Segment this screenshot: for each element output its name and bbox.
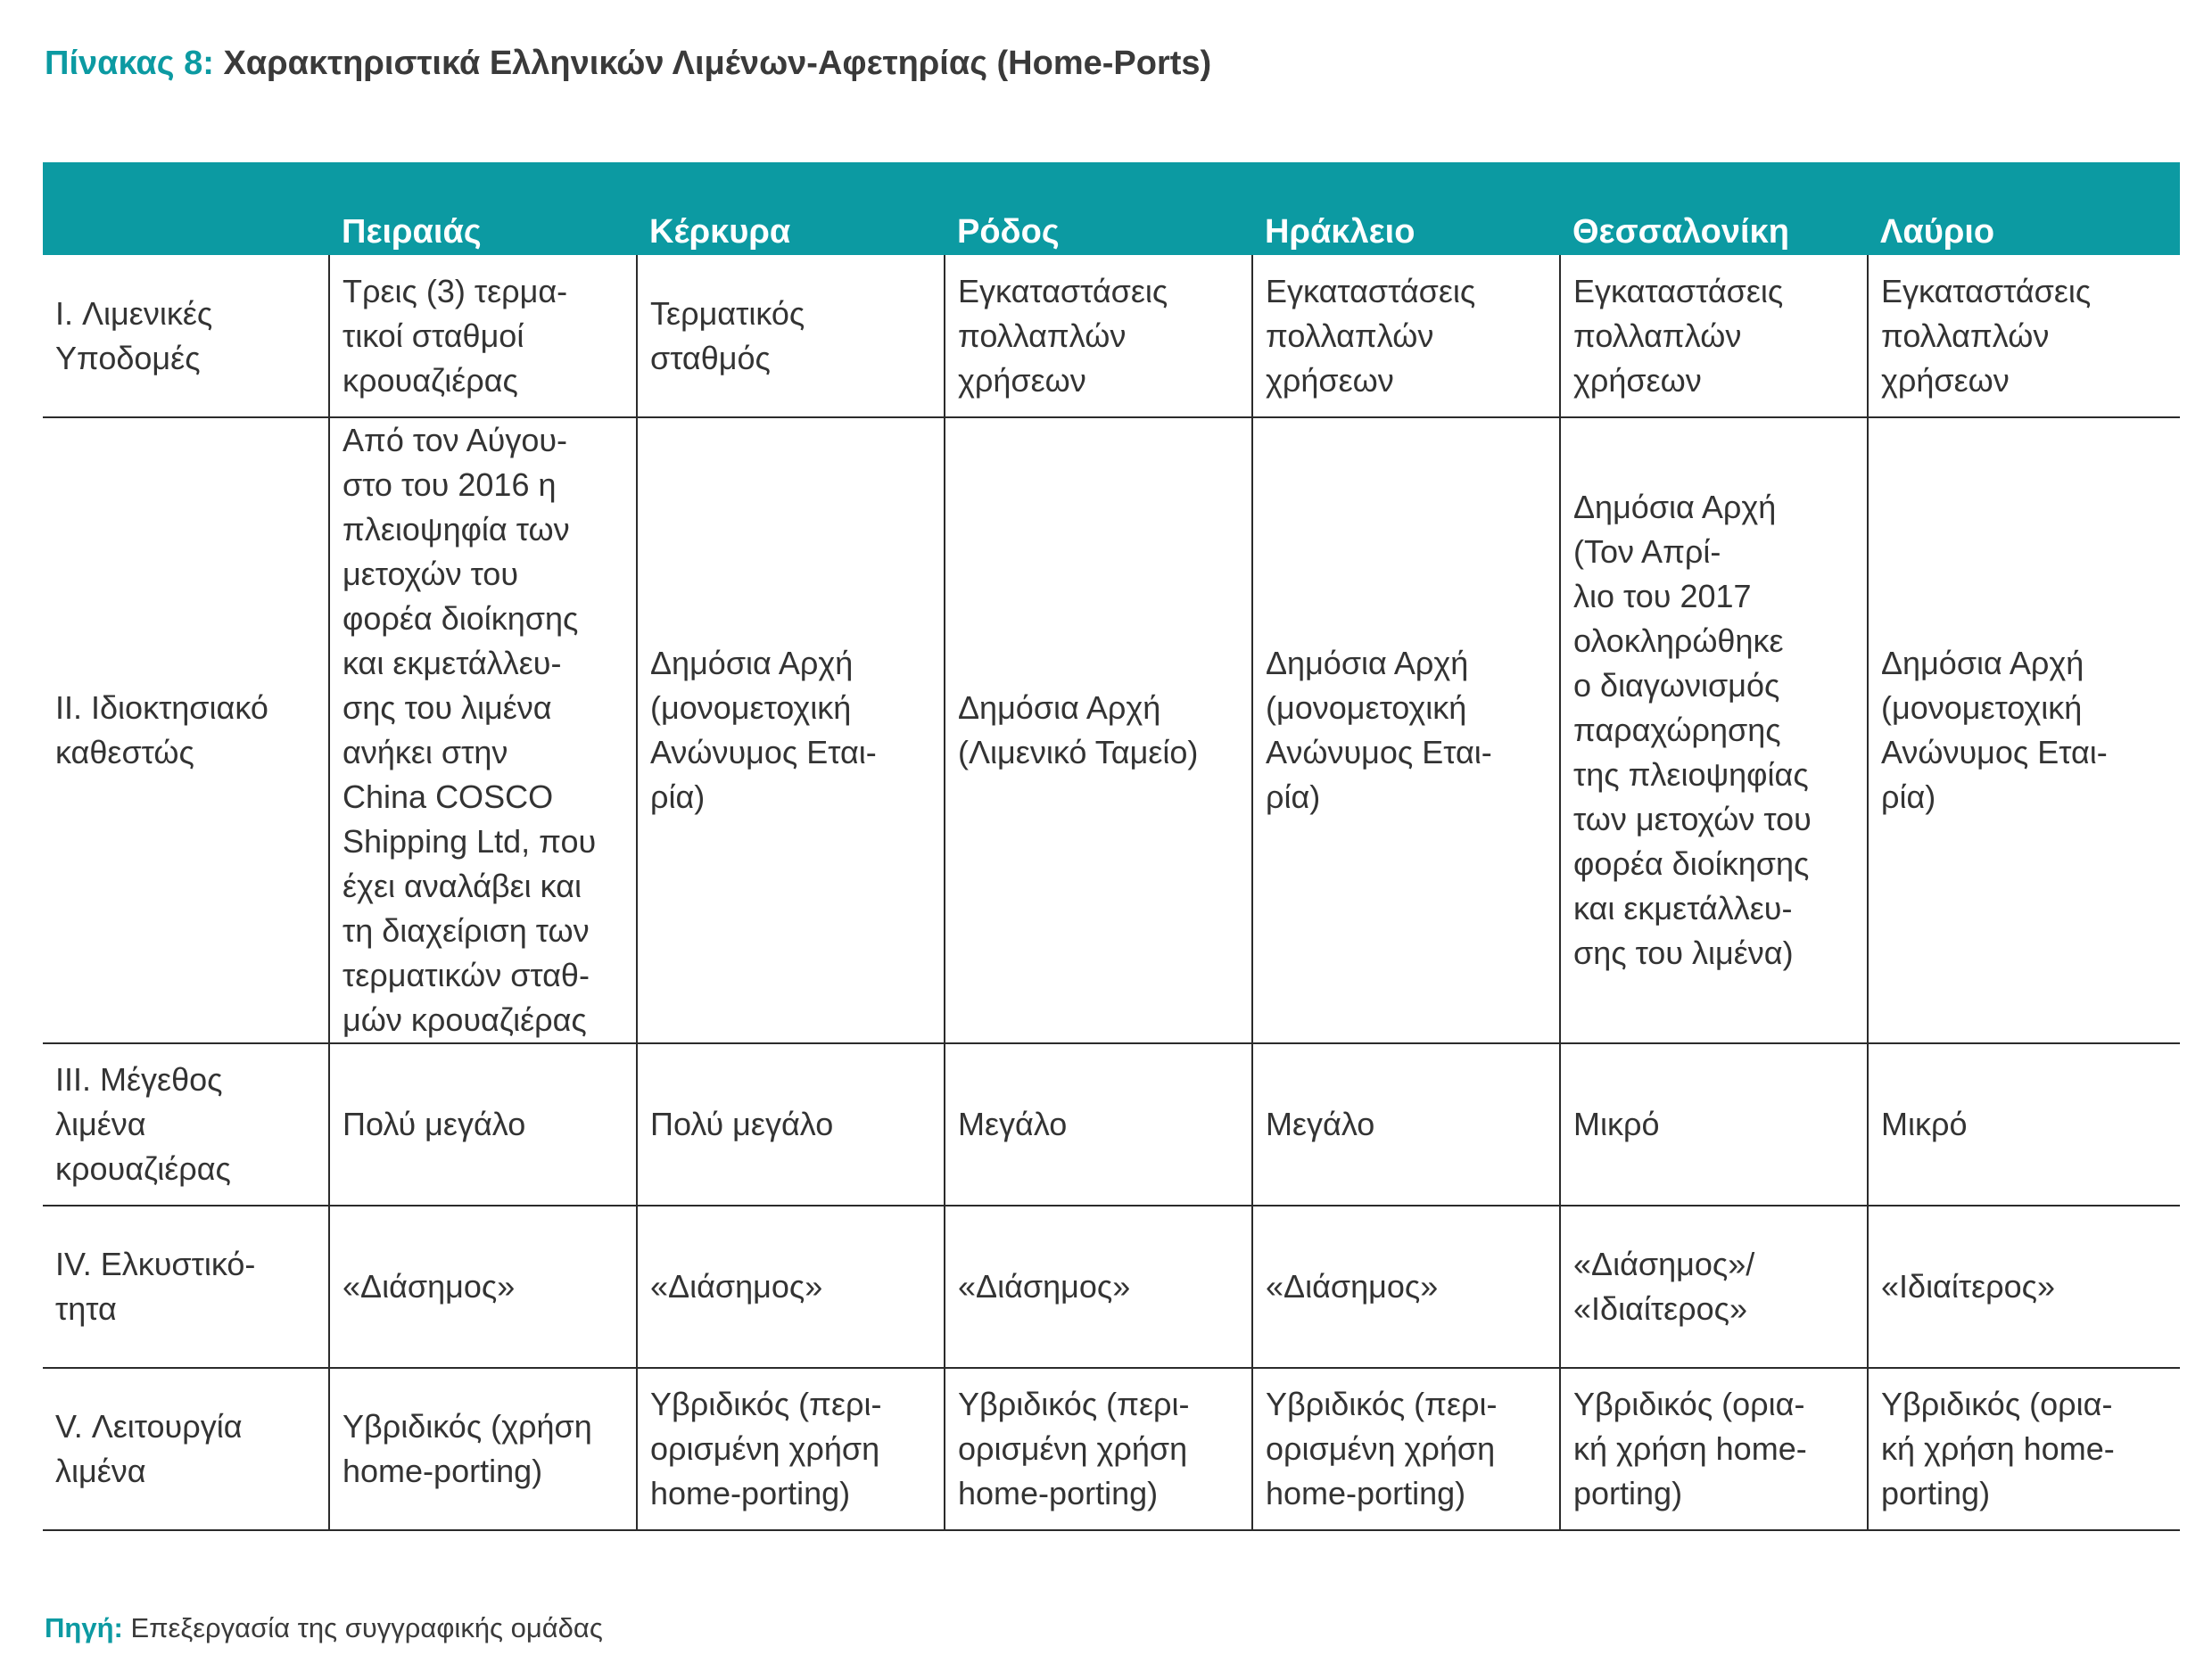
table-cell (1560, 417, 1868, 1043)
table-cell (329, 255, 637, 417)
header-corner (43, 162, 329, 255)
row-label-text: I. Λιμενικές Υποδομές (55, 294, 213, 376)
cell-text: «Διάσημος» (343, 1268, 516, 1305)
table-cell (1868, 255, 2180, 417)
row-label (43, 1368, 329, 1530)
row-label (43, 417, 329, 1043)
table-row (43, 1206, 2180, 1368)
table-cell (637, 1206, 945, 1368)
header-port-irakleio: Ηράκλειο (1252, 162, 1560, 255)
header-port-piraeus: Πειραιάς (329, 162, 637, 255)
table-cell (1252, 1368, 1560, 1530)
cell-text: Υβριδικός (περι- ορισμένη χρήση home-porting) (650, 1386, 882, 1511)
table-cell (1560, 1368, 1868, 1530)
table-cell (1868, 1206, 2180, 1368)
table-cell (1252, 1206, 1560, 1368)
header-row (43, 162, 2180, 255)
table-cell (945, 255, 1252, 417)
table-cell (1252, 1043, 1560, 1206)
cell-text: Τερματικός σταθμός (650, 294, 805, 376)
cell-text: Εγκαταστάσεις πολλαπλών χρήσεων (1881, 272, 2092, 399)
header-port-thessaloniki: Θεσσαλονίκη (1560, 162, 1868, 255)
row-label (43, 1043, 329, 1206)
cell-text: Μεγάλο (958, 1106, 1068, 1142)
table-number: Πίνακας 8: (45, 45, 214, 82)
table-cell (329, 1368, 637, 1530)
cell-text: Εγκαταστάσεις πολλαπλών χρήσεων (1573, 272, 1784, 399)
cell-text: Μικρό (1573, 1106, 1660, 1142)
cell-text: Υβριδικός (περι- ορισμένη χρήση home-porting) (1266, 1386, 1498, 1511)
cell-text: Τρεις (3) τερμα- τικοί σταθμοί κρουαζιέρας (343, 272, 568, 399)
cell-text: «Διάσημος» (958, 1268, 1131, 1305)
cell-text: «Διάσημος» (1266, 1268, 1439, 1305)
table-cell (637, 1043, 945, 1206)
row-label (43, 1206, 329, 1368)
table-row (43, 1368, 2180, 1530)
header-port-rodos: Ρόδος (945, 162, 1252, 255)
cell-text: Υβριδικός (χρήση home-porting) (343, 1408, 592, 1489)
header-port-kerkyra: Κέρκυρα (637, 162, 945, 255)
table-cell (945, 1206, 1252, 1368)
table-row (43, 255, 2180, 417)
table-cell (1868, 1368, 2180, 1530)
table-cell (637, 417, 945, 1043)
cell-text: Υβριδικός (ορια- κή χρήση home- porting) (1573, 1386, 1807, 1511)
cell-text: «Διάσημος»/ «Ιδιαίτερος» (1573, 1246, 1755, 1327)
table-cell (1560, 1043, 1868, 1206)
row-label (43, 255, 329, 417)
row-label-text: III. Μέγεθος λιμένα κρουαζιέρας (55, 1061, 231, 1187)
table-cell (329, 1043, 637, 1206)
table-cell (1868, 417, 2180, 1043)
table-row (43, 417, 2180, 1043)
table-cell (1868, 1043, 2180, 1206)
cell-text: Πολύ μεγάλο (650, 1106, 834, 1142)
source-label: Πηγή: (45, 1612, 123, 1643)
cell-text: Δημόσια Αρχή (Λιμενικό Ταμείο) (958, 689, 1199, 770)
cell-text: Πολύ μεγάλο (343, 1106, 526, 1142)
source-note (45, 1612, 603, 1644)
table-cell (945, 1368, 1252, 1530)
cell-text: Δημόσια Αρχή (Τον Απρί- λιο του 2017 ολοκληρώθηκε ο διαγωνισμός παραχώρησης της πλειοψηφίας των μετοχών του φορέα διοίκησης και εκμετάλλευ- σης του λιμένα) (1573, 489, 1812, 971)
table-cell (329, 1206, 637, 1368)
cell-text: Δημόσια Αρχή (μονομετοχική Ανώνυμος Εται- ρία) (650, 645, 877, 815)
table-row (43, 1043, 2180, 1206)
table-title (45, 45, 1211, 83)
source-text: Επεξεργασία της συγγραφικής ομάδας (130, 1612, 603, 1643)
cell-text: Από τον Αύγου- στο του 2016 η πλειοψηφία των μετοχών του φορέα διοίκησης και εκμετάλλευ- σης του λιμένα ανήκει στην China COSCO Shipping Ltd, που έχει αναλάβει και τη διαχείριση των τερματικών σταθ- μών κρουαζιέρας (343, 422, 597, 1038)
cell-text: Εγκαταστάσεις πολλαπλών χρήσεων (958, 272, 1168, 399)
cell-text: Μικρό (1881, 1106, 1968, 1142)
cell-text: Υβριδικός (περι- ορισμένη χρήση home-porting) (958, 1386, 1190, 1511)
table-caption: Χαρακτηριστικά Ελληνικών Λιμένων-Αφετηρίας (Home-Ports) (223, 45, 1212, 82)
row-label-text: V. Λειτουργία λιμένα (55, 1408, 243, 1489)
home-ports-table (43, 162, 2180, 1531)
cell-text: «Διάσημος» (650, 1268, 823, 1305)
table-cell (329, 417, 637, 1043)
cell-text: «Ιδιαίτερος» (1881, 1268, 2056, 1305)
table-cell (1252, 255, 1560, 417)
table-cell (945, 1043, 1252, 1206)
table-cell (637, 255, 945, 417)
row-label-text: IV. Ελκυστικό- τητα (55, 1246, 256, 1327)
table-cell (637, 1368, 945, 1530)
cell-text: Εγκαταστάσεις πολλαπλών χρήσεων (1266, 272, 1476, 399)
cell-text: Μεγάλο (1266, 1106, 1375, 1142)
cell-text: Δημόσια Αρχή (μονομετοχική Ανώνυμος Εται- ρία) (1881, 645, 2108, 815)
table-cell (1252, 417, 1560, 1043)
table-cell (945, 417, 1252, 1043)
cell-text: Υβριδικός (ορια- κή χρήση home- porting) (1881, 1386, 2115, 1511)
table-cell (1560, 1206, 1868, 1368)
table-cell (1560, 255, 1868, 417)
row-label-text: II. Ιδιοκτησιακό καθεστώς (55, 689, 268, 770)
cell-text: Δημόσια Αρχή (μονομετοχική Ανώνυμος Εται- ρία) (1266, 645, 1492, 815)
header-port-lavrio: Λαύριο (1868, 162, 2180, 255)
